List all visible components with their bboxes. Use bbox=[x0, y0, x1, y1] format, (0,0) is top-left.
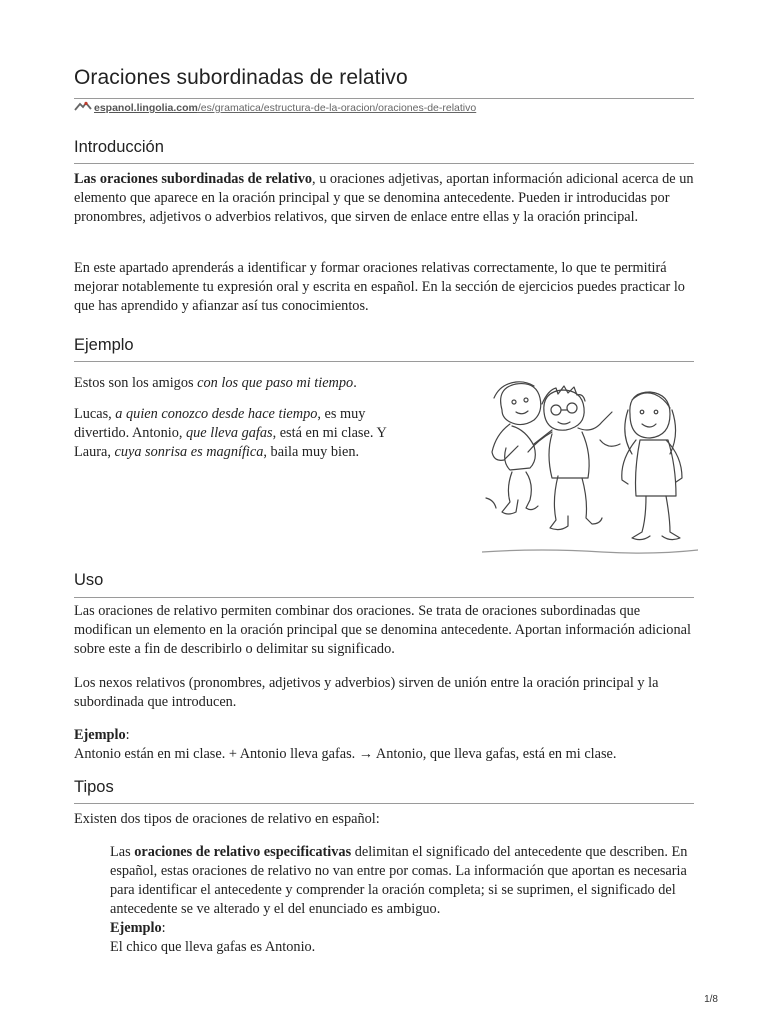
intro-p1-text: , u oraciones adjetivas, aportan información adicional acerca de un elemento que aparece en la oración principal y que se denomina antecedente. Pueden ir introducidas por pronombres, adjetivos o adverbios relativos, que sirven de enlace entre ellas y la oración principal. bbox=[74, 171, 694, 225]
example-line1-italic: con los que paso mi tiempo bbox=[197, 375, 354, 391]
source-url[interactable] bbox=[74, 101, 476, 114]
example-line1-text: Estos son los amigos bbox=[74, 375, 198, 391]
tipos-example-colon: : bbox=[161, 920, 166, 936]
section-heading-example: Ejemplo bbox=[74, 336, 134, 354]
kid-lucas-figure bbox=[486, 382, 552, 514]
lingolia-logo-icon bbox=[74, 101, 92, 112]
tipos-example-text: El chico que lleva gafas es Antonio. bbox=[110, 939, 316, 955]
page-number: 1/8 bbox=[704, 994, 718, 1005]
intro-paragraph-1 bbox=[74, 170, 694, 227]
uso-divider bbox=[74, 597, 694, 598]
intro-divider bbox=[74, 163, 694, 164]
intro-bold-term: Las oraciones subordinadas de relativo bbox=[74, 171, 313, 187]
example-s2-italic: que lleva gafas bbox=[186, 425, 273, 441]
uso-paragraph-1: Las oraciones de relativo permiten combinar dos oraciones. Se trata de oraciones subordinadas que modifican un elemento en la oración principal que se denomina antecedente. Aportan información adicional sobre este a fin de describirlo o delimitar su significado. bbox=[74, 603, 691, 657]
tipos-paragraph-1: Existen dos tipos de oraciones de relativo en español: bbox=[74, 811, 380, 827]
uso-example-text: Antonio están en mi clase. + Antonio lleva gafas. → Antonio, que lleva gafas, está en mi clase. bbox=[74, 746, 617, 762]
intro-paragraph-2: En este apartado aprenderás a identificar y formar oraciones relativas correctamente, lo que te permitirá mejorar notablemente tu expresión oral y escrita en español. En la sección de ejercicios puedes practicar lo que has aprendido y afianzar así tus conocimientos. bbox=[74, 260, 685, 314]
title-divider bbox=[74, 98, 694, 99]
kid-laura-figure bbox=[622, 392, 682, 540]
tipos-item-rest: delimitan el significado del antecedente que describen. En español, estas oraciones de relativo no van entre por comas. La información que aportan es necesaria para identificar el antecedente y comprender la oración completa; si se suprimen, el significado del antecedente se ve alterado y el del enunciado es ambiguo. bbox=[110, 844, 688, 917]
section-heading-uso: Uso bbox=[74, 571, 104, 589]
tipos-item-bold: oraciones de relativo especificativas bbox=[134, 844, 352, 860]
source-path[interactable]: /es/gramatica/estructura-de-la-oracion/oraciones-de-relativo bbox=[197, 102, 477, 114]
uso-example bbox=[74, 726, 694, 764]
tipos-item-especificativas bbox=[110, 843, 696, 957]
uso-example-colon: : bbox=[125, 727, 130, 743]
tipos-example-label: Ejemplo bbox=[110, 920, 162, 936]
example-s3-end: , baila muy bien. bbox=[263, 444, 360, 460]
kid-antonio-figure bbox=[528, 386, 620, 530]
section-heading-tipos: Tipos bbox=[74, 778, 114, 796]
tipos-item-text-a: Las bbox=[110, 844, 135, 860]
uso-example-label: Ejemplo bbox=[74, 727, 126, 743]
example-s1-end: , es muy divertido. Antonio, bbox=[74, 406, 366, 441]
page-title: Oraciones subordinadas de relativo bbox=[74, 66, 408, 89]
example-s2-end: , está en mi clase. Y Laura, bbox=[74, 425, 387, 460]
example-paragraph bbox=[74, 405, 404, 462]
example-s3-italic: cuya sonrisa es magnífica bbox=[114, 444, 264, 460]
example-divider bbox=[74, 361, 694, 362]
uso-paragraph-2: Los nexos relativos (pronombres, adjetivos y adverbios) sirven de unión entre la oración principal y la subordinada que introducen. bbox=[74, 675, 659, 710]
example-line-1 bbox=[74, 374, 474, 393]
example-s1-text: Lucas, bbox=[74, 406, 116, 422]
example-s1-italic: a quien conozco desde hace tiempo bbox=[115, 406, 318, 422]
section-heading-intro: Introducción bbox=[74, 138, 164, 156]
example-line1-end: . bbox=[353, 375, 357, 391]
source-domain[interactable]: espanol.lingolia.com bbox=[94, 102, 198, 114]
tipos-divider bbox=[74, 803, 694, 804]
friends-illustration bbox=[482, 380, 698, 556]
